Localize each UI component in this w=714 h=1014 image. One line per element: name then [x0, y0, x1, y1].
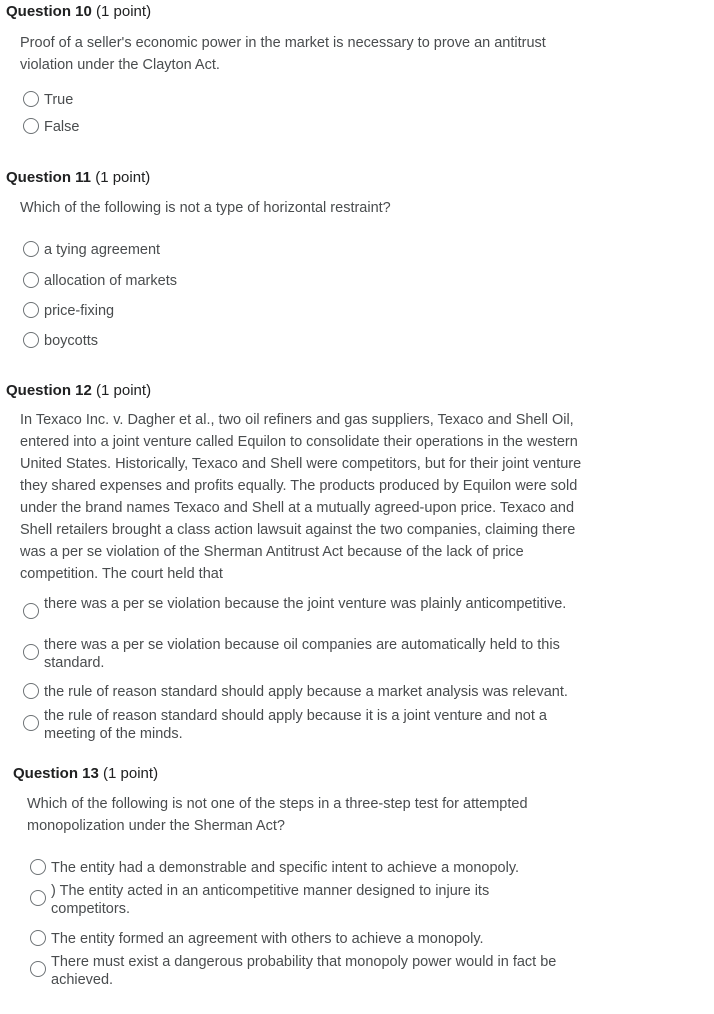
radio-button[interactable] — [30, 961, 46, 977]
radio-button[interactable] — [30, 930, 46, 946]
question-text: Which of the following is not a type of horizontal restraint? — [20, 200, 391, 216]
option-price-fixing[interactable] — [23, 302, 114, 320]
question-title: Question 11 — [6, 169, 92, 186]
option-agreement-with-others[interactable] — [30, 930, 670, 948]
option-dangerous-probability[interactable] — [30, 953, 610, 989]
option-label: There must exist a dangerous probability that monopoly power would in fact be achieved. — [51, 954, 557, 988]
option-label: True — [44, 92, 74, 108]
option-a-tying-agreement[interactable] — [23, 241, 160, 259]
radio-button[interactable] — [23, 332, 39, 348]
question-text: Proof of a seller's economic power in the market is necessary to prove an antitrust violation under the Clayton Act. — [20, 35, 546, 73]
question-header — [6, 382, 151, 399]
question-title: Question 12 — [6, 382, 92, 399]
question-header — [6, 169, 150, 186]
radio-button[interactable] — [23, 272, 39, 288]
option-rule-of-reason-joint-venture[interactable] — [23, 707, 588, 743]
option-label: allocation of markets — [44, 273, 177, 289]
radio-button[interactable] — [23, 302, 39, 318]
option-anticompetitive-manner[interactable] — [30, 882, 550, 918]
question-points: (1 point) — [95, 169, 151, 186]
option-label: price-fixing — [44, 303, 115, 319]
question-text: Which of the following is not one of the steps in a three-step test for attempted monopolization under the Sherman Act? — [27, 796, 528, 834]
radio-button[interactable] — [23, 118, 39, 134]
question-title: Question 10 — [6, 3, 92, 20]
option-rule-of-reason-market[interactable] — [23, 683, 643, 701]
question-header — [6, 3, 151, 20]
option-label: a tying agreement — [44, 242, 161, 258]
option-per-se-anticompetitive[interactable] — [23, 595, 583, 619]
question-text: In Texaco Inc. v. Dagher et al., two oil refiners and gas suppliers, Texaco and Shell Oil, entered into a joint venture called Equilon to consolidate their operations in the western United States. Historically, Texaco and Shell were competitors, but for their joint venture they shared expenses and profits equally. The products produced by Equilon were sold under the brand names Texaco and Shell at a mutually agreed-upon price. Texaco and Shell retailers brought a class action lawsuit against the two companies, claiming there was a per se violation of the Sherman Antitrust Act because of the lack of price competition. The court held that — [20, 412, 582, 582]
question-header — [13, 765, 158, 782]
option-label: The entity had a demonstrable and specific intent to achieve a monopoly. — [51, 860, 520, 876]
question-points: (1 point) — [103, 765, 159, 782]
option-boycotts[interactable] — [23, 332, 98, 350]
radio-button[interactable] — [30, 859, 46, 875]
question-points: (1 point) — [96, 3, 152, 20]
option-label: there was a per se violation because the joint venture was plainly anticompetitive. — [44, 596, 567, 612]
option-label: the rule of reason standard should apply because it is a joint venture and not a meeting of the minds. — [44, 708, 547, 742]
option-allocation-of-markets[interactable] — [23, 272, 177, 290]
question-points: (1 point) — [96, 382, 152, 399]
radio-button[interactable] — [23, 644, 39, 660]
option-true[interactable] — [23, 91, 73, 109]
option-label: boycotts — [44, 333, 98, 349]
option-label: there was a per se violation because oil companies are automatically held to this standard. — [44, 637, 560, 671]
option-label: ) The entity acted in an anticompetitive manner designed to injure its competitors. — [51, 883, 490, 917]
radio-button[interactable] — [23, 683, 39, 699]
option-per-se-automatic[interactable] — [23, 636, 598, 672]
radio-button[interactable] — [23, 91, 39, 107]
option-label: False — [44, 119, 80, 135]
option-label: the rule of reason standard should apply because a market analysis was relevant. — [44, 684, 568, 700]
question-title: Question 13 — [13, 765, 99, 782]
option-specific-intent[interactable] — [30, 859, 670, 877]
radio-button[interactable] — [23, 603, 39, 619]
radio-button[interactable] — [30, 890, 46, 906]
radio-button[interactable] — [23, 241, 39, 257]
option-false[interactable] — [23, 118, 79, 136]
option-label: The entity formed an agreement with others to achieve a monopoly. — [51, 931, 484, 947]
radio-button[interactable] — [23, 715, 39, 731]
